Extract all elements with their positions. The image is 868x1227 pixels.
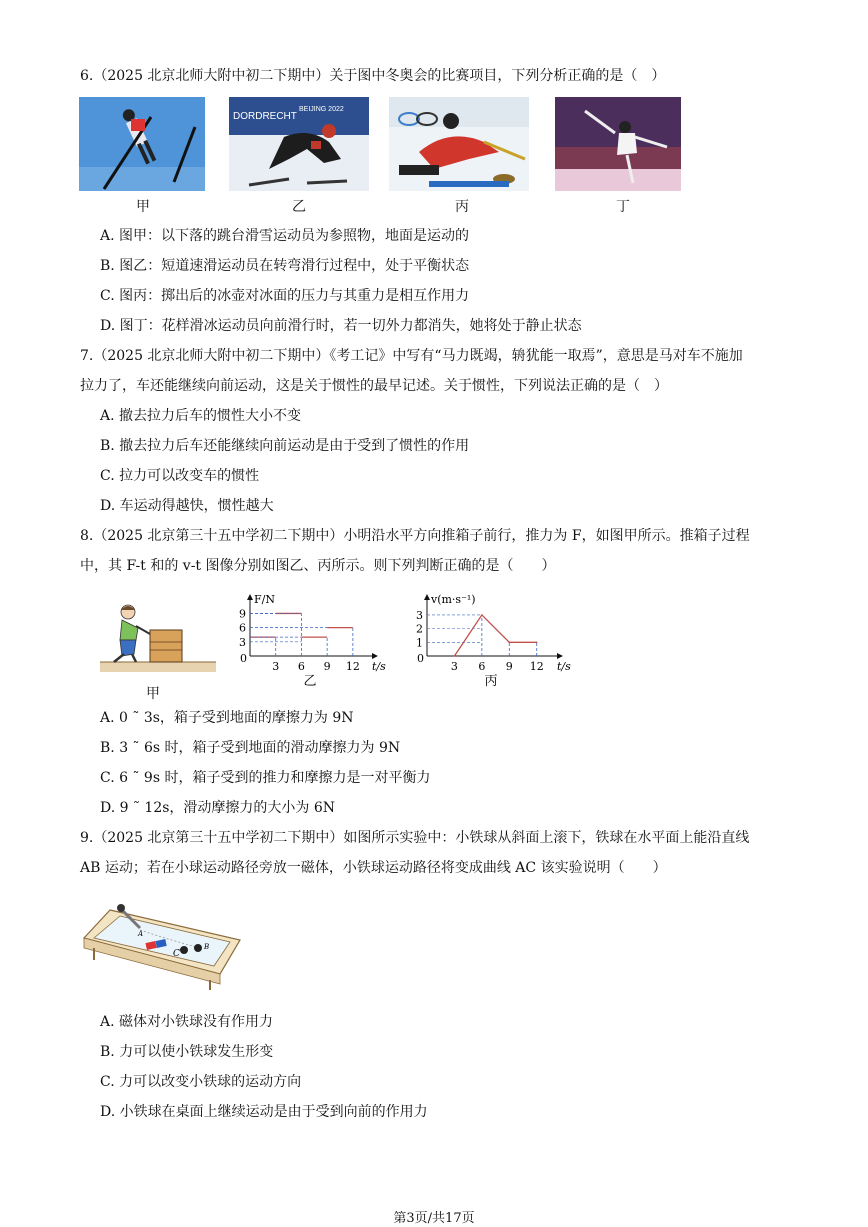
- q6-option-a: A. 图甲：以下落的跳台滑雪运动员为参照物，地面是运动的: [100, 228, 470, 244]
- q8-caption-jia: 甲: [146, 686, 160, 702]
- photo-figure-skating: [555, 97, 681, 191]
- q9-option-c: C. 力可以改变小铁球的运动方向: [100, 1074, 302, 1090]
- q9-figure-magnet-table: [80, 898, 246, 992]
- origin-label: 0: [417, 652, 424, 665]
- chart-caption: 丙: [484, 674, 498, 689]
- x-tick-label: 12: [345, 660, 360, 673]
- q6-caption-yi: 乙: [292, 199, 306, 215]
- x-axis-arrow: [372, 653, 378, 659]
- y-axis-arrow: [424, 594, 430, 600]
- q8-option-b: B. 3 ˜ 6s 时，箱子受到地面的滑动摩擦力为 9N: [100, 740, 401, 756]
- q6-stem: 6.（2025 北京北师大附中初二下期中）关于图中冬奥会的比赛项目，下列分析正确的是（ ）: [80, 68, 666, 84]
- q6-option-b: B. 图乙：短道速滑运动员在转弯滑行过程中，处于平衡状态: [100, 258, 470, 274]
- y-tick-label: 2: [416, 622, 423, 636]
- q6-option-c: C. 图丙：掷出后的冰壶对冰面的压力与其重力是相互作用力: [100, 288, 470, 304]
- q9-option-d: D. 小铁球在桌面上继续运动是由于受到向前的作用力: [100, 1104, 428, 1120]
- q9-label-c: C: [173, 949, 180, 959]
- v-data-point: [508, 642, 510, 644]
- q9-stem-line1: 9.（2025 北京第三十五中学初二下期中）如图所示实验中：小铁球从斜面上滚下，铁球在水平面上能沿直线: [80, 830, 750, 846]
- chart-v-t: [405, 590, 570, 688]
- origin-label: 0: [240, 652, 247, 665]
- v-line-segment: [454, 615, 481, 656]
- q8-figure-push-box: [100, 600, 220, 680]
- q8-option-d: D. 9 ˜ 12s，滑动摩擦力的大小为 6N: [100, 800, 336, 816]
- y-tick-label: 3: [416, 608, 423, 622]
- y-tick-label: 6: [239, 621, 246, 635]
- q8-option-c: C. 6 ˜ 9s 时，箱子受到的推力和摩擦力是一对平衡力: [100, 770, 431, 786]
- q8-option-a: A. 0 ˜ 3s，箱子受到地面的摩擦力为 9N: [100, 710, 354, 726]
- y-tick-label: 9: [239, 607, 246, 621]
- q9-label-a: A: [138, 930, 144, 938]
- photo-sign-beijing: BEIJING 2022: [299, 106, 344, 113]
- q8-stem-line2: 中，其 F-t 和的 v-t 图像分别如图乙、丙所示。则下列判断正确的是（ ）: [80, 558, 556, 574]
- v-line-segment: [482, 615, 509, 642]
- q7-option-d: D. 车运动得越快，惯性越大: [100, 498, 274, 514]
- chart-caption: 乙: [303, 674, 317, 689]
- photo-ski-jump: [79, 97, 205, 191]
- v-data-point: [481, 614, 483, 616]
- q6-option-d: D. 图丁：花样滑冰运动员向前滑行时，若一切外力都消失，她将处于静止状态: [100, 318, 582, 334]
- x-tick-label: 3: [450, 660, 458, 673]
- x-tick-label: 6: [478, 660, 486, 673]
- q6-caption-ding: 丁: [616, 199, 630, 215]
- q7-stem-line2: 拉力了，车还能继续向前运动，这是关于惯性的最早记述。关于惯性，下列说法正确的是（ ）: [80, 378, 668, 394]
- y-tick-label: 1: [416, 636, 423, 650]
- y-axis-label: v(m·s⁻¹): [431, 593, 476, 606]
- page-footer: 第3页/共17页: [393, 1211, 475, 1226]
- q7-option-b: B. 撤去拉力后车还能继续向前运动是由于受到了惯性的作用: [100, 438, 470, 454]
- x-tick-label: 6: [297, 660, 305, 673]
- y-axis-label: F/N: [254, 593, 275, 606]
- photo-curling: [389, 97, 529, 191]
- v-data-point: [454, 655, 456, 657]
- x-tick-label: 12: [529, 660, 544, 673]
- x-tick-label: 9: [323, 660, 331, 673]
- x-axis-arrow: [557, 653, 563, 659]
- q9-stem-line2: AB 运动；若在小球运动路径旁放一磁体，小铁球运动路径将变成曲线 AC 该实验说明（ ）: [80, 860, 667, 876]
- v-data-point: [536, 642, 538, 644]
- q6-caption-jia: 甲: [136, 199, 150, 215]
- chart-f-t: [228, 590, 386, 689]
- q9-label-b: B: [204, 943, 210, 951]
- q8-stem-line1: 8.（2025 北京第三十五中学初二下期中）小明沿水平方向推箱子前行，推力为 F，如图甲所示。推箱子过程: [80, 528, 750, 544]
- x-tick-label: 9: [505, 660, 513, 673]
- q6-caption-bing: 丙: [455, 199, 469, 215]
- y-tick-label: 3: [239, 635, 246, 649]
- q9-option-a: A. 磁体对小铁球没有作用力: [100, 1014, 274, 1030]
- q7-option-c: C. 拉力可以改变车的惯性: [100, 468, 260, 484]
- x-axis-label: t/s: [372, 660, 386, 673]
- q9-option-b: B. 力可以使小铁球发生形变: [100, 1044, 274, 1060]
- q7-stem-line1: 7.（2025 北京北师大附中初二下期中）《考工记》中写有“马力既竭，辀犹能一取焉”，意思是马对车不施加: [80, 348, 743, 364]
- q7-option-a: A. 撤去拉力后车的惯性大小不变: [100, 408, 302, 424]
- photo-speed-skating: [229, 97, 355, 191]
- x-tick-label: 3: [272, 660, 280, 673]
- x-axis-label: t/s: [557, 660, 571, 673]
- photo-sign-dordrecht: DORDRECHT: [233, 111, 297, 122]
- y-axis-arrow: [247, 594, 253, 600]
